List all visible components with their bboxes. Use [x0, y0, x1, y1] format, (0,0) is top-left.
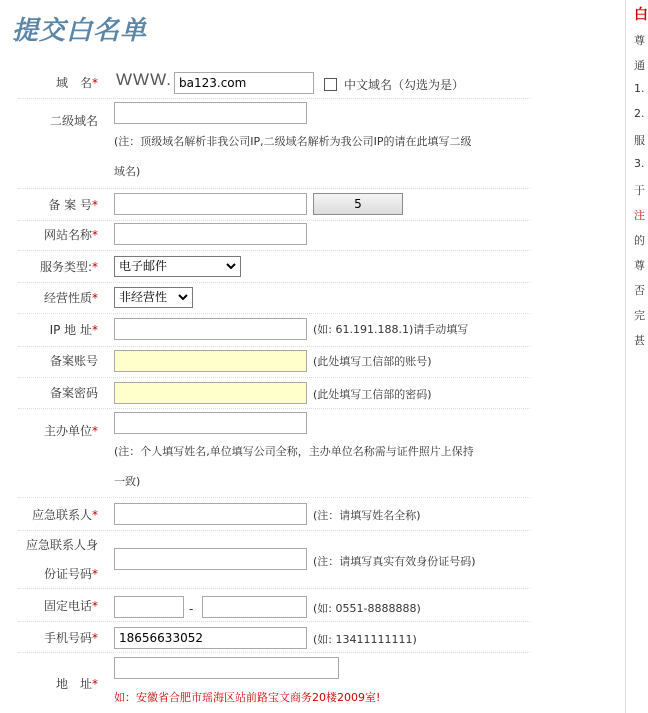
service-type-label: 服务类型: [39, 260, 92, 274]
divider [18, 408, 530, 409]
sidebar-line: 于 [634, 184, 645, 197]
emergency-contact-input[interactable] [114, 503, 307, 525]
record-account-note: (此处填写工信部的账号) [313, 355, 432, 368]
sponsor-note-cont: 一致) [114, 475, 141, 488]
site-name-label: 网站名称 [43, 228, 92, 242]
divider [18, 530, 530, 531]
phone-number-input[interactable] [202, 596, 307, 618]
divider [18, 313, 530, 314]
emergency-contact-note: (注：请填写姓名全称) [313, 509, 421, 522]
chevron-down-icon [226, 261, 236, 271]
required-mark: * [92, 677, 98, 691]
ip-note: (如: 61.191.188.1)请手动填写 [313, 323, 469, 336]
chevron-down-icon [178, 292, 188, 302]
subdomain-input[interactable] [114, 102, 307, 124]
sponsor-note: (注：个人填写姓名,单位填写公司全称，主办单位名称需与证件照片上保持 [114, 445, 474, 458]
record-account-input[interactable] [114, 350, 307, 372]
record-no-label: 备 案 号 [48, 198, 92, 212]
sponsor-input[interactable] [114, 412, 307, 434]
business-nature-value: 非经营性 [119, 290, 168, 304]
sidebar-line: 尊 [634, 34, 645, 47]
required-mark: * [92, 599, 98, 613]
subdomain-label: 二级域名 [49, 114, 98, 128]
subdomain-note: (注：顶级域名解析非我公司IP,二级域名解析为我公司IP的请在此填写二级 [114, 135, 472, 148]
page-title: 提交白名单 [12, 16, 148, 46]
chinese-domain-label: 中文域名（勾选为是） [344, 78, 465, 92]
sidebar-line: 的 [634, 234, 645, 247]
emergency-id-input[interactable] [114, 548, 307, 570]
sponsor-label: 主办单位 [43, 424, 92, 438]
emergency-contact-label: 应急联系人 [31, 508, 92, 522]
sidebar-line: 注 [634, 209, 645, 222]
divider [18, 497, 530, 498]
sidebar-line: 尊 [634, 259, 645, 272]
service-type-select[interactable] [114, 256, 241, 277]
emergency-id-note: (注：请填写真实有效身份证号码) [313, 555, 476, 568]
site-name-input[interactable] [114, 223, 307, 245]
divider [18, 98, 530, 99]
phone-area-input[interactable] [114, 596, 184, 618]
required-mark: * [92, 198, 98, 212]
required-mark: * [92, 631, 98, 645]
www-prefix: WWW. [116, 70, 172, 89]
required-mark: * [92, 260, 98, 274]
required-mark: * [92, 291, 98, 305]
record-password-input[interactable] [114, 382, 307, 404]
sidebar-line: 2. [634, 107, 645, 120]
divider [18, 282, 530, 283]
sidebar-line: 服 [634, 134, 645, 147]
mobile-label: 手机号码 [43, 631, 92, 645]
sidebar-line: 1. [634, 82, 645, 95]
address-label: 地 址 [55, 677, 92, 691]
record-no-input[interactable] [114, 193, 307, 215]
address-note: 如：安徽省合肥市瑶海区站前路宝文商务20楼2009室! [114, 691, 381, 704]
sidebar-title: 白 [634, 7, 648, 23]
required-mark: * [92, 424, 98, 438]
sidebar-line: 完 [634, 309, 645, 322]
emergency-id-label-cont: 份证号码 [43, 567, 92, 581]
required-mark: * [92, 76, 98, 90]
chinese-domain-checkbox[interactable] [324, 78, 337, 91]
business-nature-select[interactable] [114, 287, 193, 308]
divider [18, 220, 530, 221]
divider [18, 588, 530, 589]
ip-input[interactable] [114, 318, 307, 340]
divider [18, 346, 530, 347]
domain-input[interactable]: ba123.com [174, 72, 314, 94]
divider [18, 250, 530, 251]
service-type-value: 电子邮件 [119, 259, 168, 273]
required-mark: * [92, 323, 98, 337]
divider [18, 621, 530, 622]
info-sidebar [625, 0, 648, 713]
required-mark: * [92, 567, 98, 581]
required-mark: * [92, 508, 98, 522]
phone-label: 固定电话 [43, 599, 92, 613]
record-password-label: 备案密码 [49, 386, 98, 400]
phone-note: (如: 0551-8888888) [313, 602, 421, 615]
mobile-note: (如: 13411111111) [313, 633, 417, 646]
sidebar-line: 3. [634, 157, 645, 170]
ip-label: IP 地 址 [49, 323, 92, 337]
divider [18, 652, 530, 653]
sidebar-line: 否 [634, 284, 645, 297]
subdomain-note-cont: 域名) [114, 165, 141, 178]
captcha-button[interactable]: 5 [313, 193, 403, 215]
emergency-id-label: 应急联系人身 [25, 538, 98, 552]
record-account-label: 备案账号 [49, 354, 98, 368]
sidebar-line: 甚 [634, 334, 645, 347]
divider [18, 188, 530, 189]
record-password-note: (此处填写工信部的密码) [313, 388, 432, 401]
divider [18, 377, 530, 378]
required-mark: * [92, 228, 98, 242]
business-nature-label: 经营性质 [43, 291, 92, 305]
address-input[interactable] [114, 657, 339, 679]
domain-label: 域 名 [55, 76, 92, 90]
phone-dash: - [189, 602, 194, 616]
mobile-input[interactable]: 18656633052 [114, 627, 307, 649]
sidebar-line: 通 [634, 59, 645, 72]
